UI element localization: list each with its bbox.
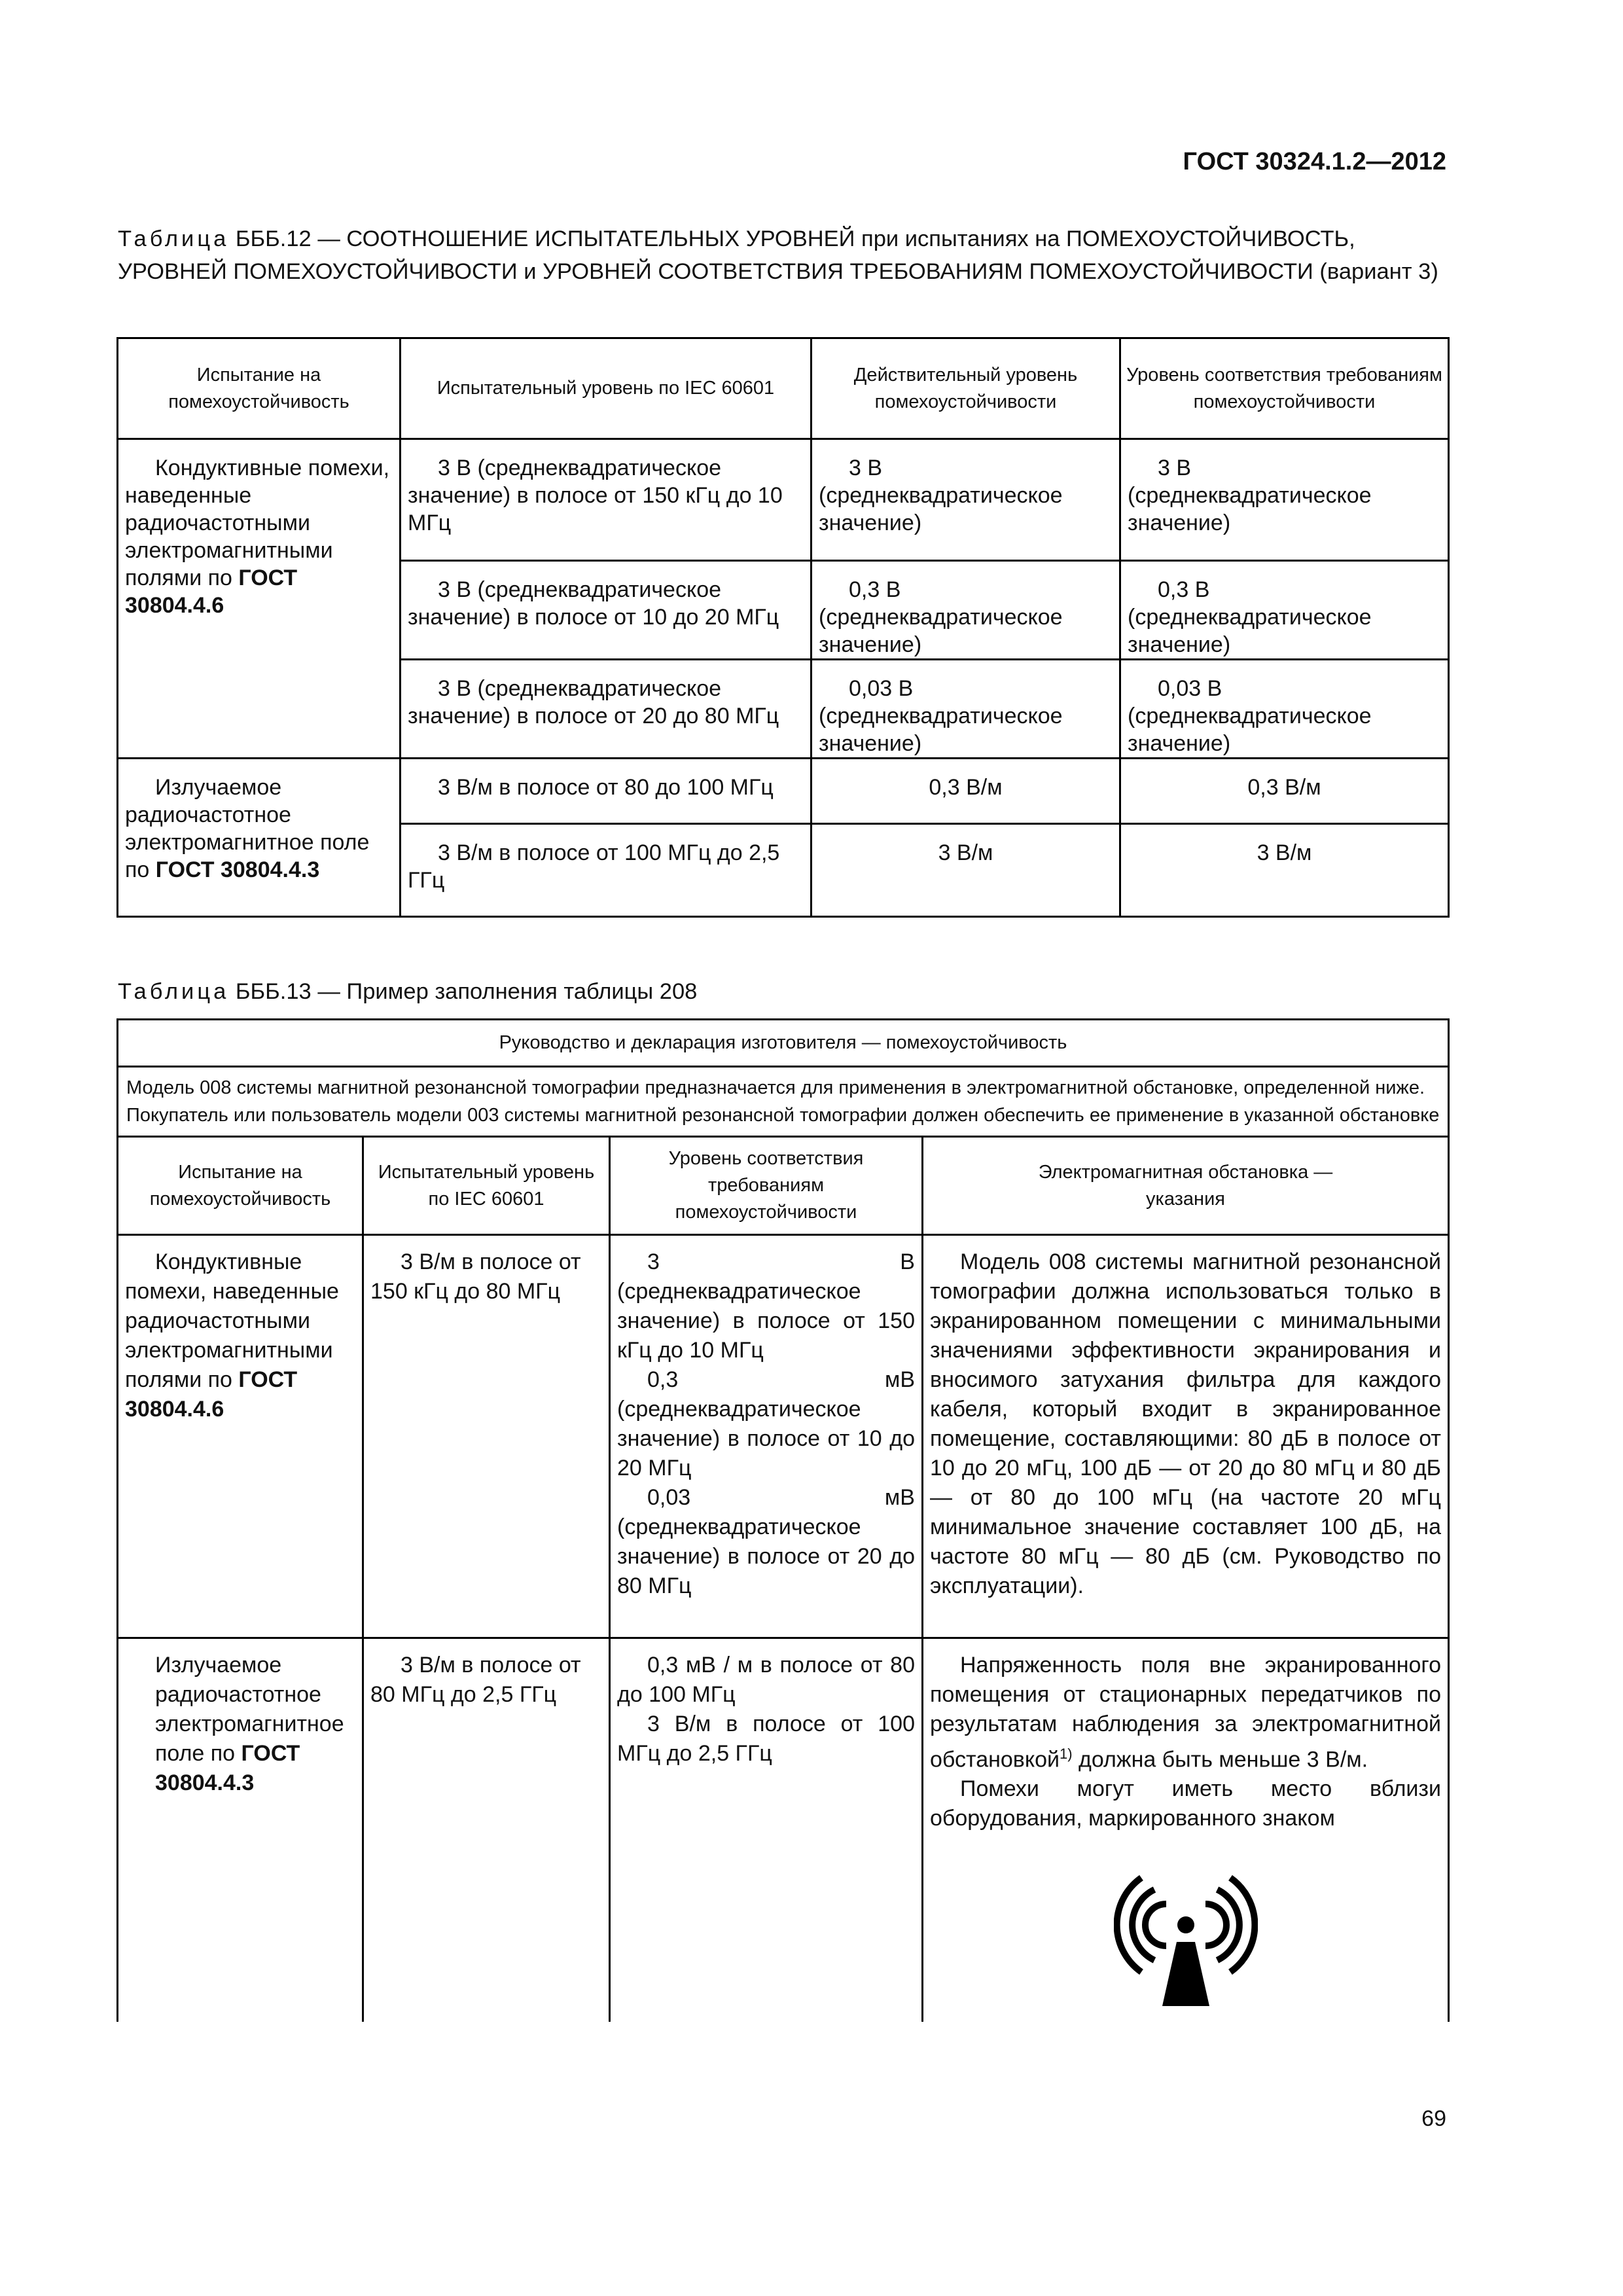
table-row (118, 1638, 1449, 2022)
header-cell: Уровень соответствия требованиям помехоустойчивости (610, 1137, 923, 1235)
cell: 0,3 В/м (1120, 759, 1449, 824)
header-cell: Испытание на помехоустойчивость (118, 1137, 363, 1235)
cell: 3 В (среднеквадратическое значение) в полосе от 10 до 20 МГц (401, 561, 812, 660)
cell: 3 В (среднеквадратическое значение) в полосе от 20 до 80 МГц (401, 660, 812, 759)
cell: 3 В/м (1120, 824, 1449, 917)
compliance-line: 0,3 мВ / м в полосе от 80 до 100 МГц (617, 1653, 915, 1707)
header-cell: Электромагнитная обстановка — указания (923, 1137, 1449, 1235)
header-cell: Действительный уровень помехоустойчивости (812, 338, 1120, 439)
cell: 3 В (среднеквадратическое значение) (1120, 439, 1449, 561)
table-row (118, 759, 1449, 824)
guidance-paragraph: Помехи могут иметь место вблизи оборудования, маркированного знаком (930, 1776, 1441, 1831)
page-number: 69 (1421, 2106, 1446, 2131)
level-cell: 3 В/м в полосе от 150 кГц до 80 МГц (363, 1235, 610, 1638)
footnote-mark: 1) (1060, 1746, 1073, 1762)
table-13-caption (118, 975, 1446, 1008)
table-13 (116, 1018, 1450, 2022)
compliance-line: 0,03 мВ (среднеквадратическое значение) в полосе от 20 до 80 МГц (617, 1485, 915, 1598)
header-cell: Испытание на помехоустойчивость (118, 338, 401, 439)
header-cell: Уровень соответствия требованиям помехоустойчивости (1120, 338, 1449, 439)
test-cell: Кондуктивные помехи, наведенные радиочастотными электромагнитными полями по ГОСТ 30804.4.6 (118, 439, 401, 759)
cell: 0,3 В/м (812, 759, 1120, 824)
guidance-cell: Модель 008 системы магнитной резонансной томографии должна использоваться только в экранированном помещении с минимальными значениями эффективности экранирования и вносимого затухания фильтра для каждого кабеля, который входит в экранированное помещение, составляющими: 80 дБ в полосе от 10 до 20 мГц, 100 дБ — от 20 до 80 мГц и 80 дБ — от 80 до 100 мГц (на частоте 20 мГц минимальное значение составляет 100 дБ, на частоте 80 мГц — 80 дБ (см. Руководство по эксплуатации). (923, 1235, 1449, 1638)
test-cell: Кондуктивные помехи, наведенные радиочастотными электромагнитными полями по ГОСТ 30804.4.6 (118, 1235, 363, 1638)
guidance-paragraph: Напряженность поля вне экранированного помещения от стационарных передатчиков по результатам наблюдения за электромагнитной обстановкой$^{1)}$ должна быть меньше 3 В/м. (930, 1653, 1441, 1772)
table-row (118, 439, 1449, 561)
table-header-row (118, 338, 1449, 439)
table-row (118, 1235, 1449, 1638)
caption-lead: Таблица (118, 979, 230, 1004)
cell: 0,3 В (среднеквадратическое значение) (1120, 561, 1449, 660)
header-cell: Испытательный уровень по IEC 60601 (401, 338, 812, 439)
cell: 3 В (среднеквадратическое значение) в полосе от 150 кГц до 10 МГц (401, 439, 812, 561)
compliance-line: 3 В/м в полосе от 100 МГц до 2,5 ГГц (617, 1712, 915, 1766)
table-intro: Модель 008 системы магнитной резонансной томографии предназначается для применения в электромагнитной обстановке, определенной ниже. Покупатель или пользователь модели 003 системы магнитной резонансной томографии должен обеспечить ее применение в указанной обстановке (118, 1067, 1449, 1137)
table-title: Руководство и декларация изготовителя — помехоустойчивость (118, 1020, 1449, 1067)
caption-text: БББ.13 — Пример заполнения таблицы 208 (229, 979, 698, 1004)
header-cell: Испытательный уровень по IEC 60601 (363, 1137, 610, 1235)
test-cell: Излучаемое радиочастотное электромагнитное поле по ГОСТ 30804.4.3 (118, 1638, 363, 2022)
cell: 3 В/м в полосе от 80 до 100 МГц (401, 759, 812, 824)
intro-row (118, 1067, 1449, 1137)
caption-lead: Таблица (118, 226, 230, 251)
compliance-cell (610, 1235, 923, 1638)
table-header-row (118, 1137, 1449, 1235)
cell: 3 В/м (812, 824, 1120, 917)
compliance-line: 3 В (среднеквадратическое значение) в полосе от 150 кГц до 10 МГц (617, 1249, 915, 1363)
cell: 0,3 В (среднеквадратическое значение) (812, 561, 1120, 660)
table-12-caption (118, 223, 1446, 288)
test-cell: Излучаемое радиочастотное электромагнитное поле по ГОСТ 30804.4.3 (118, 759, 401, 917)
compliance-line: 0,3 мВ (среднеквадратическое значение) в полосе от 10 до 20 МГц (617, 1367, 915, 1480)
standard-number: ГОСТ 30324.1.2—2012 (1183, 148, 1446, 175)
cell: 0,03 В (среднеквадратическое значение) (1120, 660, 1449, 759)
cell: 3 В/м в полосе от 100 МГц до 2,5 ГГц (401, 824, 812, 917)
title-row (118, 1020, 1449, 1067)
level-cell: 3 В/м в полосе от 80 МГц до 2,5 ГГц (363, 1638, 610, 2022)
cell: 0,03 В (среднеквадратическое значение) (812, 660, 1120, 759)
guidance-cell (923, 1638, 1449, 2022)
caption-text: БББ.12 — СООТНОШЕНИЕ ИСПЫТАТЕЛЬНЫХ УРОВНЕЙ при испытаниях на ПОМЕХОУСТОЙЧИВОСТЬ, УРОВНЕЙ ПОМЕХОУСТОЙЧИВОСТИ и УРОВНЕЙ СООТВЕТСТВИЯ ТРЕБОВАНИЯМ ПОМЕХОУСТОЙЧИВОСТИ (вариант 3) (118, 226, 1438, 284)
compliance-cell (610, 1638, 923, 2022)
cell: 3 В (среднеквадратическое значение) (812, 439, 1120, 561)
table-12 (116, 337, 1450, 918)
non-ionizing-radiation-icon (1114, 1873, 1258, 2010)
